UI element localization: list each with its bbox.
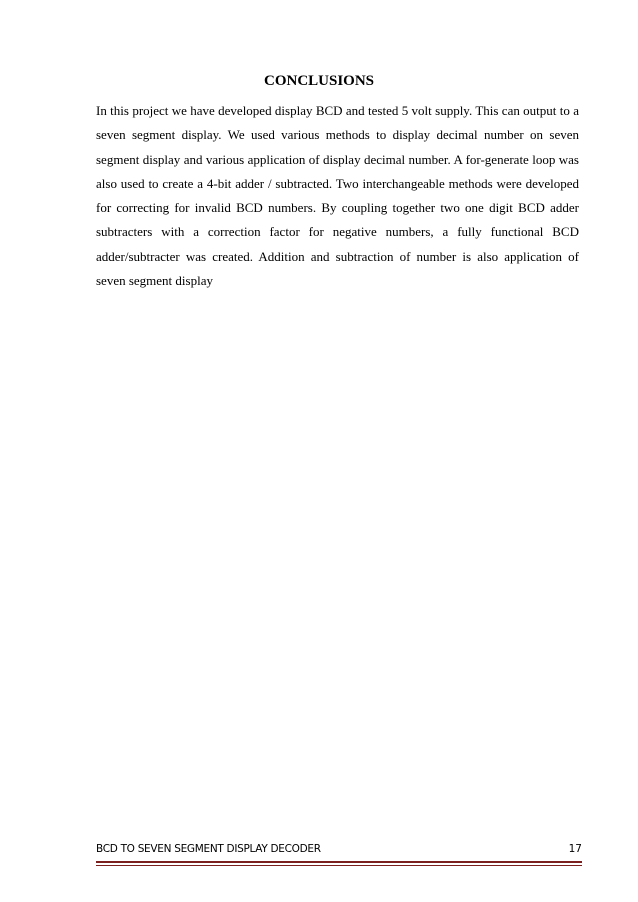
conclusion-paragraph: In this project we have developed display BCD and tested 5 volt supply. This can output to a seven segment display. We used various methods to display decimal number on seven segment display and various application of display decimal number. A for-generate loop was also used to create a 4-bit adder / subtracted. Two interchangeable methods were developed for correcting for invalid BCD numbers. By coupling together two one digit BCD adder subtracters with a correction factor for negative numbers, a fully functional BCD adder/subtracter was created. Addition and subtraction of number is also application of seven segment display: [96, 103, 579, 289]
footer-title: BCD TO SEVEN SEGMENT DISPLAY DECODER: [96, 843, 321, 855]
footer-rule-thick: [96, 861, 582, 863]
footer-rule-thin: [96, 865, 582, 866]
page-title: CONCLUSIONS: [263, 73, 375, 89]
page-number: 17: [568, 843, 582, 855]
page-footer: [96, 843, 582, 861]
